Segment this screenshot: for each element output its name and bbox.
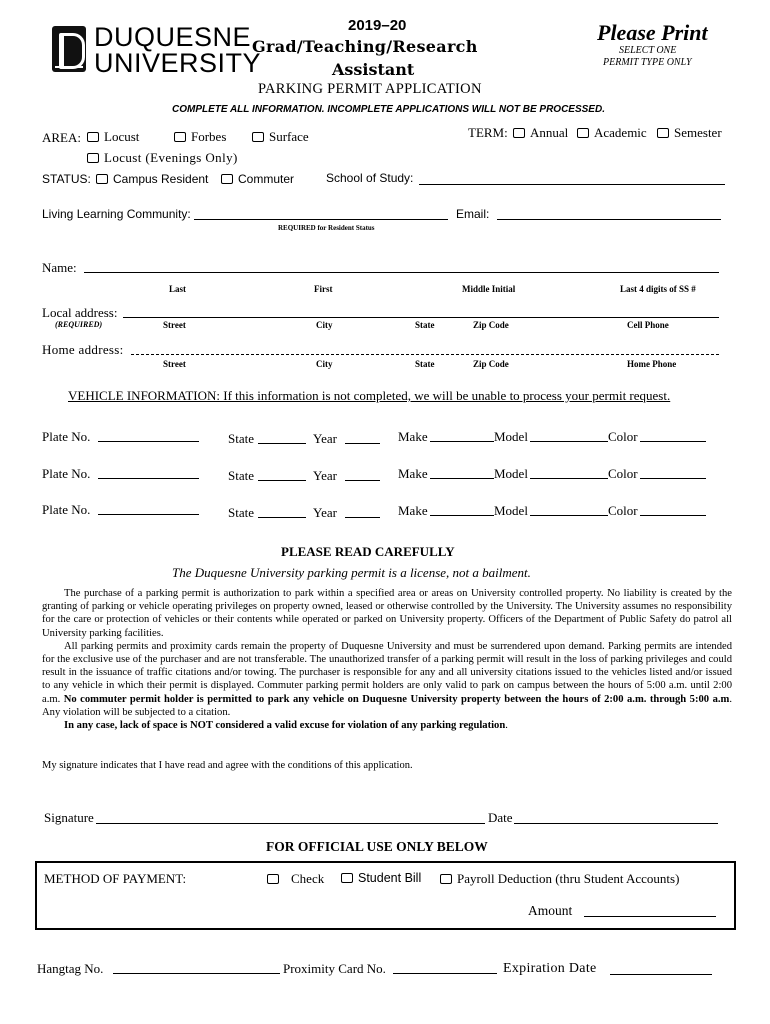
area-option-surface[interactable] xyxy=(252,129,309,145)
term-option-semester[interactable] xyxy=(657,125,722,141)
please-print-note: Please Print xyxy=(597,20,708,45)
select-one-note-2: PERMIT TYPE ONLY xyxy=(603,57,692,68)
terms-p2-bold: No commuter permit holder is permitted to park any vehicle on Duquesne University property between the hours of 2:00 a.m. through 5:00 a.m xyxy=(63,693,730,705)
payment-option-label: Payroll Deduction (thru Student Accounts) xyxy=(457,871,680,886)
llc-field[interactable] xyxy=(194,219,448,220)
local-required-note: (REQUIRED) xyxy=(55,320,103,329)
amount-field[interactable] xyxy=(584,916,716,917)
checkbox-icon[interactable] xyxy=(657,128,669,138)
checkbox-icon[interactable] xyxy=(87,153,99,163)
model-field[interactable] xyxy=(530,515,608,516)
incomplete-notice: COMPLETE ALL INFORMATION. INCOMPLETE APPLICATIONS WILL NOT BE PROCESSED. xyxy=(172,104,605,115)
expiration-date-field[interactable] xyxy=(610,974,712,975)
home-address-field[interactable] xyxy=(131,354,719,355)
state-label: State xyxy=(228,431,254,446)
checkbox-icon[interactable] xyxy=(87,132,99,142)
home-sub-street: Street xyxy=(163,359,186,369)
plate-label: Plate No. xyxy=(42,429,91,444)
proximity-card-field[interactable] xyxy=(393,973,497,974)
status-label: STATUS: xyxy=(42,172,91,186)
logo-text-line1: DUQUESNE xyxy=(94,22,252,52)
terms-paragraph-1: The purchase of a parking permit is authorization to park within a specified area or areas on University controlled property. No liability is created by the granting of parking or vehicle operating privileges on property owned, leased or otherwise controlled by the University. The University assumes no responsibility for the care or protection of vehicles or their contents while operated or parked on University property. Officers of the Department of Public Safety do patrol all University parking facilities. xyxy=(42,588,732,639)
status-option-label: Campus Resident xyxy=(113,172,209,186)
plate-label: Plate No. xyxy=(42,466,91,481)
term-label: TERM: xyxy=(468,125,508,140)
make-label: Make xyxy=(398,429,428,444)
payment-option-payroll[interactable] xyxy=(440,871,679,887)
area-option-label: Forbes xyxy=(191,129,227,144)
make-field[interactable] xyxy=(430,441,494,442)
year-field[interactable] xyxy=(345,443,380,444)
area-option-label: Surface xyxy=(269,129,309,144)
checkbox-icon[interactable] xyxy=(174,132,186,142)
area-option-locust-evenings[interactable] xyxy=(87,150,238,166)
email-field[interactable] xyxy=(497,219,721,220)
status-option-label: Commuter xyxy=(238,172,295,186)
color-field[interactable] xyxy=(640,515,706,516)
license-subheading: The Duquesne University parking permit is a license, not a bailment. xyxy=(172,565,531,580)
checkbox-icon[interactable] xyxy=(440,874,452,884)
email-label: Email: xyxy=(456,207,490,221)
hangtag-label: Hangtag No. xyxy=(37,961,104,976)
expiration-date-label: Expiration Date xyxy=(503,961,597,976)
make-field[interactable] xyxy=(430,515,494,516)
year-label: Year xyxy=(313,505,337,520)
local-address-field[interactable] xyxy=(123,317,719,318)
state-label: State xyxy=(228,468,254,483)
home-sub-city: City xyxy=(316,359,333,369)
local-sub-street: Street xyxy=(163,320,186,330)
make-label: Make xyxy=(398,503,428,518)
terms-p2-text: All parking permits and proximity cards remain the property of Duquesne University and must be surrendered upon demand. Parking permits are intended for the exclusive use of the purchaser and are not transferable. The unauthorized transfer of a parking permit will result in the loss of parking privileges and could result in the issuance of traffic citations and/or towing. The purchaser is responsible for any and all university citations issued to the vehicles listed and/or issued to any vehicle in which their permit is displayed. Commuter parking permit holders are only valid to park on campus between the hours of 5:00 a.m. until 2:00 a.m. xyxy=(42,640,732,705)
form-role-2: Assistant xyxy=(332,60,415,79)
payment-option-label: Check xyxy=(291,871,325,886)
model-field[interactable] xyxy=(530,441,608,442)
plate-field[interactable] xyxy=(98,441,199,442)
school-of-study-label: School of Study: xyxy=(326,171,414,185)
checkbox-icon[interactable] xyxy=(267,874,279,884)
home-sub-zip: Zip Code xyxy=(473,359,509,369)
date-field[interactable] xyxy=(514,823,718,824)
local-sub-city: City xyxy=(316,320,333,330)
area-label: AREA: xyxy=(42,130,81,145)
official-use-heading: FOR OFFICIAL USE ONLY BELOW xyxy=(266,839,488,854)
status-option-resident[interactable] xyxy=(96,172,208,186)
model-label: Model xyxy=(494,503,528,518)
name-sub-last: Last xyxy=(169,284,187,294)
model-label: Model xyxy=(494,466,528,481)
logo-text-line2: UNIVERSITY xyxy=(94,48,262,78)
make-field[interactable] xyxy=(430,478,494,479)
term-option-label: Annual xyxy=(530,125,569,140)
amount-label: Amount xyxy=(528,903,573,918)
area-option-locust[interactable] xyxy=(87,129,139,145)
payment-option-check[interactable] xyxy=(267,871,324,887)
model-label: Model xyxy=(494,429,528,444)
state-field[interactable] xyxy=(258,443,306,444)
plate-field[interactable] xyxy=(98,478,199,479)
checkbox-icon[interactable] xyxy=(577,128,589,138)
status-option-commuter[interactable] xyxy=(221,172,294,186)
terms-paragraph-2 xyxy=(42,640,732,719)
local-address-label: Local address: xyxy=(42,305,118,320)
local-sub-state: State xyxy=(415,320,435,330)
year-label: Year xyxy=(313,468,337,483)
checkbox-icon[interactable] xyxy=(221,174,233,184)
term-option-annual[interactable] xyxy=(513,125,568,141)
term-option-label: Academic xyxy=(594,125,647,140)
llc-required-note: REQUIRED for Resident Status xyxy=(278,224,375,232)
checkbox-icon[interactable] xyxy=(252,132,264,142)
payment-option-label: Student Bill xyxy=(358,871,422,885)
checkbox-icon[interactable] xyxy=(513,128,525,138)
name-label: Name: xyxy=(42,260,77,275)
state-label: State xyxy=(228,505,254,520)
signature-field[interactable] xyxy=(96,823,485,824)
hangtag-field[interactable] xyxy=(113,973,280,974)
home-sub-state: State xyxy=(415,359,435,369)
select-one-note-1: SELECT ONE xyxy=(619,45,677,56)
proximity-card-label: Proximity Card No. xyxy=(283,961,386,976)
local-sub-cell: Cell Phone xyxy=(627,320,669,330)
name-field[interactable] xyxy=(84,272,719,273)
university-logo-icon xyxy=(52,26,86,72)
color-label: Color xyxy=(608,466,638,481)
color-label: Color xyxy=(608,503,638,518)
llc-label: Living Learning Community: xyxy=(42,207,191,221)
plate-label: Plate No. xyxy=(42,502,91,517)
home-sub-phone: Home Phone xyxy=(627,359,677,369)
payment-option-student-bill[interactable] xyxy=(341,871,421,885)
name-sub-middle: Middle Initial xyxy=(462,284,516,294)
payment-method-label: METHOD OF PAYMENT: xyxy=(44,871,187,886)
term-option-academic[interactable] xyxy=(577,125,647,141)
home-address-label: Home address: xyxy=(42,342,124,357)
model-field[interactable] xyxy=(530,478,608,479)
form-title: PARKING PERMIT APPLICATION xyxy=(258,81,482,97)
terms-body xyxy=(42,587,732,732)
agreement-statement: My signature indicates that I have read and agree with the conditions of this application. xyxy=(42,760,413,771)
color-label: Color xyxy=(608,429,638,444)
color-field[interactable] xyxy=(640,441,706,442)
form-year: 2019–20 xyxy=(348,17,407,34)
year-label: Year xyxy=(313,431,337,446)
year-field[interactable] xyxy=(345,517,380,518)
vehicle-heading: VEHICLE INFORMATION: If this information is not completed, we will be unable to process your permit request. xyxy=(68,388,671,403)
area-option-forbes[interactable] xyxy=(174,129,226,145)
local-sub-zip: Zip Code xyxy=(473,320,509,330)
state-field[interactable] xyxy=(258,480,306,481)
form-role: Grad/Teaching/Research xyxy=(252,37,478,56)
signature-label: Signature xyxy=(44,810,94,825)
term-option-label: Semester xyxy=(674,125,722,140)
terms-p3-end: . xyxy=(505,720,508,732)
plate-field[interactable] xyxy=(98,514,199,515)
state-field[interactable] xyxy=(258,517,306,518)
terms-p3-bold: In any case, lack of space is NOT considered a valid excuse for violation of any parking regulation xyxy=(64,720,506,732)
terms-p2-end: . Any violation will be subjected to a citation. xyxy=(42,693,732,718)
year-field[interactable] xyxy=(345,480,380,481)
color-field[interactable] xyxy=(640,478,706,479)
checkbox-icon[interactable] xyxy=(341,873,353,883)
make-label: Make xyxy=(398,466,428,481)
checkbox-icon[interactable] xyxy=(96,174,108,184)
read-carefully-heading: PLEASE READ CAREFULLY xyxy=(281,544,455,559)
terms-paragraph-3 xyxy=(42,719,732,732)
area-option-label: Locust xyxy=(104,129,140,144)
date-label: Date xyxy=(488,810,513,825)
name-sub-first: First xyxy=(314,284,333,294)
area-option-label: Locust (Evenings Only) xyxy=(104,150,238,165)
name-sub-ssn: Last 4 digits of SS # xyxy=(620,284,696,294)
school-of-study-field[interactable] xyxy=(419,184,725,185)
